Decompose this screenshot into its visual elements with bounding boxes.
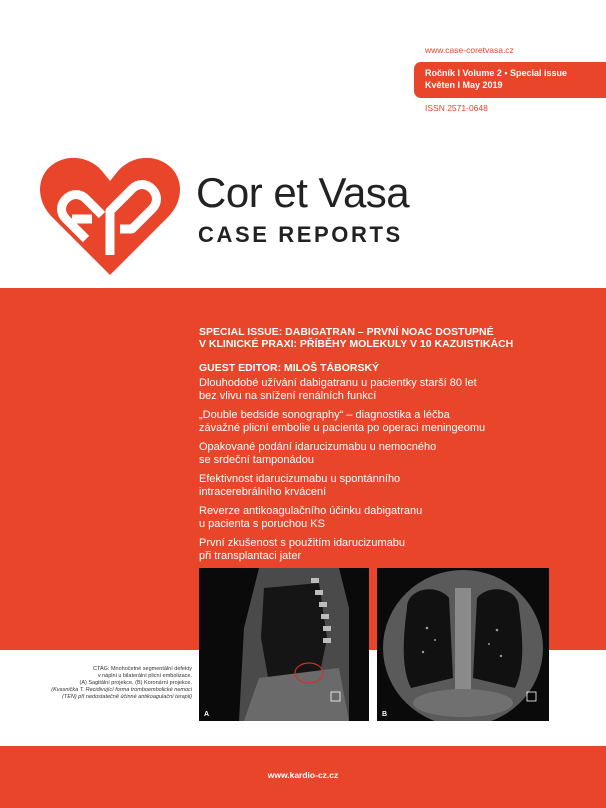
ct-sagittal-illustration (199, 568, 369, 721)
article-list (199, 377, 599, 569)
list-item[interactable]: Efektivnost idarucizumabu u spontánního intracerebrálního krvácení (199, 473, 401, 498)
special-issue-title (199, 326, 599, 350)
special-issue-line: V KLINICKÉ PRAXI: PŘÍBĚHY MOLEKULY V 10 KAZUISTIKÁCH (199, 338, 514, 350)
journal-website[interactable]: www.case-coretvasa.cz (425, 45, 514, 55)
footer-website[interactable]: www.kardio-cz.cz (267, 770, 339, 780)
list-item[interactable]: Reverze antikoagulačního účinku dabigatranu u pacienta s poruchou KS (199, 505, 423, 530)
journal-title: Cor et Vasa (196, 169, 410, 216)
figure-caption: CTAG: Mnohočetné segmentální defekty v náplni u bilaterální plicní embolizace. (A) Sagitální projekce, (B) Koronární projekce. (Kvasnička T. Recidivující forma tromboembolické nemoci (TEN) při nedostatečně účinné antikoagulační terapii) (51, 666, 192, 700)
list-item[interactable]: „Double bedside sonography“ – diagnostika a léčba závažné plicní embolie u pacienta po operaci meningeomu (199, 409, 486, 434)
ct-image-coronal (377, 568, 549, 721)
guest-editor: GUEST EDITOR: MILOŠ TÁBORSKÝ (199, 362, 380, 374)
date-line: Květen I May 2019 (425, 80, 503, 90)
volume-box (414, 62, 606, 98)
image-label-a: A (204, 711, 210, 718)
volume-line: Ročník I Volume 2 • Special issue (425, 68, 568, 78)
ct-coronal-illustration (377, 568, 549, 721)
list-item[interactable]: Dlouhodobé užívání dabigatranu u pacientky starší 80 let bez vlivu na snížení renálních funkcí (199, 377, 477, 402)
image-label-b: B (382, 711, 388, 718)
list-item[interactable]: První zkušenost s použitím idarucizumabu při transplantaci jater (199, 537, 406, 562)
ct-image-sagittal (199, 568, 369, 721)
journal-subtitle: CASE REPORTS (198, 222, 403, 247)
list-item[interactable]: Opakované podání idarucizumabu u nemocného se srdeční tamponádou (199, 441, 437, 466)
heart-logo-icon (40, 155, 180, 277)
issn: ISSN 2571-0648 (425, 103, 488, 113)
special-issue-line: SPECIAL ISSUE: DABIGATRAN – PRVNÍ NOAC DOSTUPNÉ (199, 326, 494, 338)
